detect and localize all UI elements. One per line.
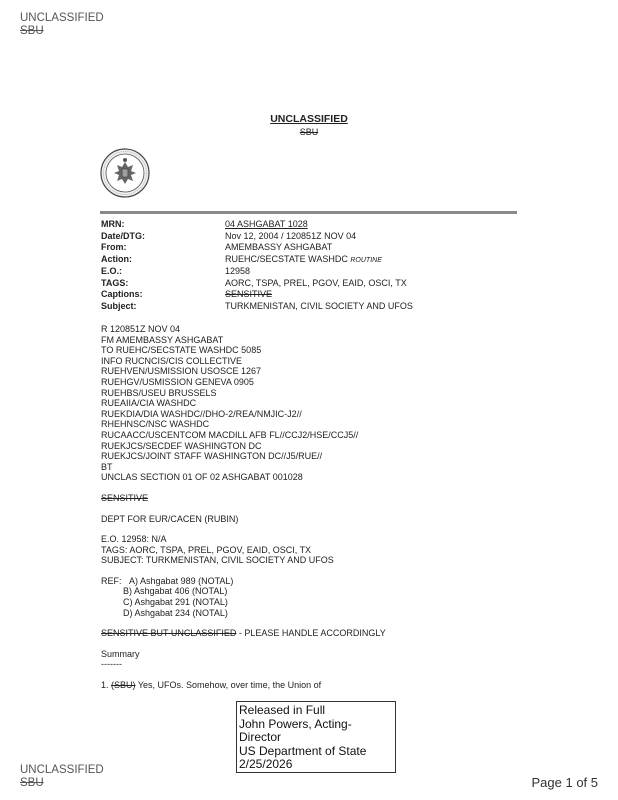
cable-metadata bbox=[101, 219, 413, 312]
routing-block bbox=[101, 324, 521, 483]
routing-line: INFO RUCNCIS/CIS COLLECTIVE bbox=[101, 355, 243, 366]
meta-row-tags bbox=[101, 278, 413, 290]
routing-line: RUEKDIA/DIA WASHDC//DHO-2/REA/NMJIC-J2// bbox=[101, 408, 302, 419]
handling-rest: - PLEASE HANDLE ACCORDINGLY bbox=[236, 628, 386, 639]
header-sbu-label: SBU bbox=[299, 127, 319, 137]
routine-label: ROUTINE bbox=[350, 256, 382, 264]
routing-line: FM AMEMBASSY ASHGABAT bbox=[101, 334, 224, 345]
routing-line: RUCAACC/USCENTCOM MACDILL AFB FL//CCJ2/HSE/CCJ5// bbox=[101, 429, 359, 440]
para-text: Yes, UFOs. Somehow, over time, the Union of bbox=[135, 680, 322, 691]
meta-row-from bbox=[101, 242, 413, 254]
para-classification: (SBU) bbox=[111, 680, 136, 691]
meta-key: Action: bbox=[101, 253, 132, 264]
release-stamp bbox=[236, 701, 396, 773]
corner-sbu-label: SBU bbox=[20, 25, 44, 37]
dept-line: DEPT FOR EUR/CACEN (RUBIN) bbox=[101, 513, 239, 524]
release-line: US Department of State bbox=[239, 743, 367, 758]
footer-classification-label: UNCLASSIFIED bbox=[20, 764, 104, 776]
meta-row-eo bbox=[101, 266, 413, 278]
meta-key: From: bbox=[101, 242, 127, 252]
meta-key: E.O.: bbox=[101, 266, 123, 276]
page-number: Page 1 of 5 bbox=[531, 775, 598, 790]
routing-line: RUEKJCS/JOINT STAFF WASHINGTON DC//J5/RUE// bbox=[101, 451, 323, 462]
routing-line: TO RUEHC/SECSTATE WASHDC 5085 bbox=[101, 345, 262, 356]
meta-value bbox=[225, 254, 382, 267]
top-corner-classification bbox=[20, 12, 104, 38]
ref-item: A) Ashgabat 989 (NOTAL) bbox=[129, 575, 234, 586]
cable-body bbox=[101, 324, 521, 691]
summary-title: Summary bbox=[101, 648, 140, 659]
header-classification-label: UNCLASSIFIED bbox=[270, 113, 348, 125]
meta-value: Nov 12, 2004 / 120851Z NOV 04 bbox=[225, 230, 357, 241]
summary-underline: ------- bbox=[101, 659, 122, 670]
ref-item: B) Ashgabat 406 (NOTAL) bbox=[123, 586, 228, 597]
state-department-seal-icon bbox=[100, 148, 150, 198]
routing-line: RUEHGV/USMISSION GENEVA 0905 bbox=[101, 376, 254, 387]
subject-line: SUBJECT: TURKMENISTAN, CIVIL SOCIETY AND UFOS bbox=[101, 555, 334, 566]
release-line: John Powers, Acting-Director bbox=[239, 716, 352, 744]
handling-line bbox=[101, 628, 521, 639]
meta-row-mrn bbox=[101, 219, 413, 231]
meta-value: AORC, TSPA, PREL, PGOV, EAID, OSCI, TX bbox=[225, 277, 407, 288]
routing-line: RHEHNSC/NSC WASHDC bbox=[101, 419, 210, 430]
meta-row-date bbox=[101, 231, 413, 243]
meta-key: Date/DTG: bbox=[101, 230, 146, 241]
ref-label: REF: bbox=[101, 575, 122, 586]
release-line: Released in Full bbox=[239, 703, 326, 717]
meta-key: TAGS: bbox=[101, 277, 129, 288]
header-classification bbox=[0, 113, 618, 139]
paragraph-1 bbox=[101, 680, 521, 691]
routing-line: RUEHVEN/USMISSION USOSCE 1267 bbox=[101, 366, 262, 377]
meta-key: Captions: bbox=[101, 289, 143, 299]
meta-key: Subject: bbox=[101, 300, 137, 311]
header-divider bbox=[100, 211, 517, 214]
eo-line: E.O. 12958: N/A bbox=[101, 534, 167, 545]
para-number: 1. bbox=[101, 680, 109, 691]
meta-row-captions bbox=[101, 289, 413, 301]
footer-sbu-label: SBU bbox=[20, 777, 44, 789]
routing-line: RUEHBS/USEU BRUSSELS bbox=[101, 387, 217, 398]
handling-struck: SENSITIVE BUT UNCLASSIFIED bbox=[101, 628, 237, 639]
routing-line: RUEKJCS/SECDEF WASHINGTON DC bbox=[101, 440, 262, 451]
routing-line: BT bbox=[101, 461, 113, 472]
corner-classification-label: UNCLASSIFIED bbox=[20, 12, 104, 24]
action-value: RUEHC/SECSTATE WASHDC bbox=[225, 253, 348, 264]
sensitive-marking: SENSITIVE bbox=[101, 492, 149, 503]
ref-item: D) Ashgabat 234 (NOTAL) bbox=[123, 607, 228, 618]
ref-line bbox=[101, 576, 521, 587]
meta-row-action bbox=[101, 254, 413, 267]
routing-line: RUEAIIA/CIA WASHDC bbox=[101, 398, 197, 409]
meta-value: 12958 bbox=[225, 266, 251, 276]
mrn-link[interactable]: 04 ASHGABAT 1028 bbox=[225, 219, 308, 229]
bottom-corner-classification bbox=[20, 764, 104, 790]
meta-key: MRN: bbox=[101, 219, 125, 229]
ref-item: C) Ashgabat 291 (NOTAL) bbox=[123, 597, 228, 608]
meta-row-subject bbox=[101, 301, 413, 313]
routing-line: R 120851Z NOV 04 bbox=[101, 324, 181, 334]
release-line: 2/25/2026 bbox=[239, 757, 293, 771]
meta-value: AMEMBASSY ASHGABAT bbox=[225, 242, 333, 252]
meta-value: SENSITIVE bbox=[225, 289, 273, 299]
routing-line: UNCLAS SECTION 01 OF 02 ASHGABAT 001028 bbox=[101, 472, 303, 483]
meta-value: TURKMENISTAN, CIVIL SOCIETY AND UFOS bbox=[225, 300, 413, 311]
tags-line: TAGS: AORC, TSPA, PREL, PGOV, EAID, OSCI, TX bbox=[101, 544, 312, 555]
